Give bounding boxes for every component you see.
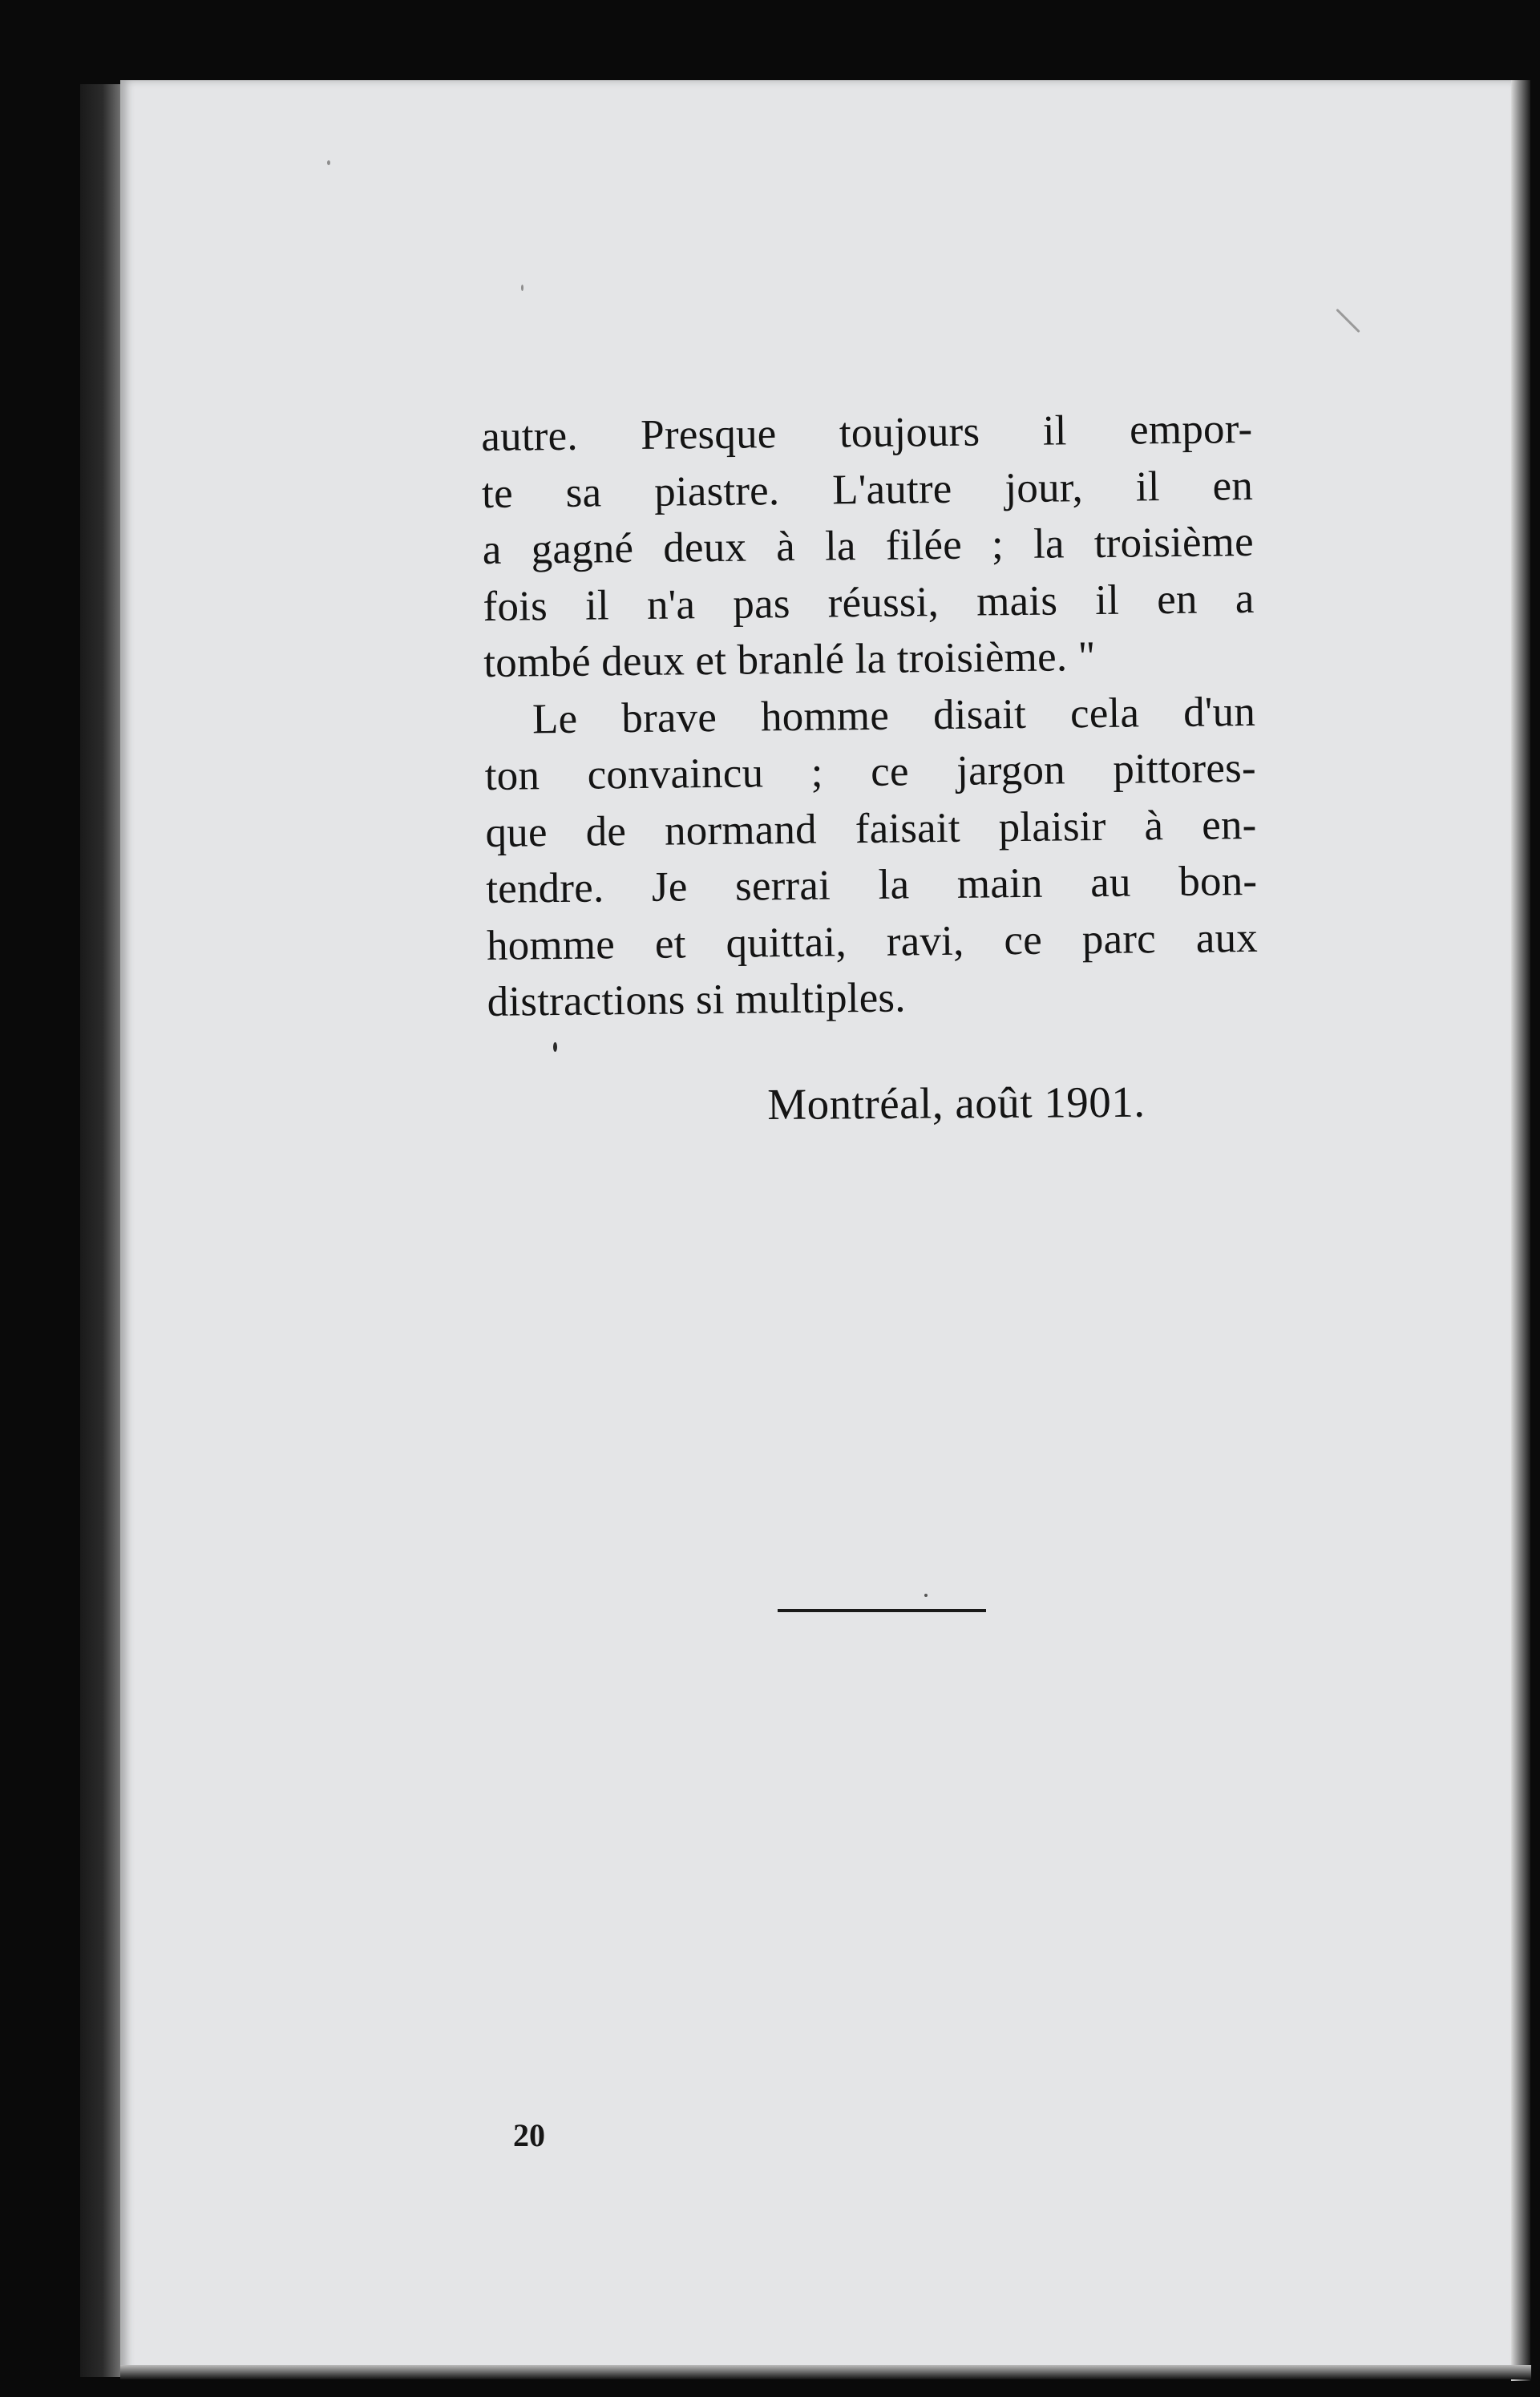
text-line: te sa piastre. L'autre jour, il en bbox=[481, 462, 1254, 517]
page-stack-edge bbox=[1511, 80, 1530, 2381]
page-number: 20 bbox=[513, 2117, 545, 2153]
text-line: ton convaincu ; ce jargon pittores- bbox=[484, 744, 1257, 799]
page-bottom-edge bbox=[120, 2365, 1531, 2379]
text-line: que de normand faisait plaisir à en- bbox=[485, 801, 1257, 856]
section-end-rule bbox=[778, 1609, 986, 1612]
scan-speck bbox=[553, 1042, 557, 1052]
text-line: tendre. Je serrai la main au bon- bbox=[485, 857, 1258, 912]
text-line: a gagné deux à la filée ; la troisième bbox=[482, 518, 1255, 573]
text-line: autre. Presque toujours il empor- bbox=[481, 405, 1253, 460]
scan-speck bbox=[521, 285, 523, 291]
text-line: tombé deux et branlé la troisième. " bbox=[483, 633, 1096, 686]
body-text bbox=[481, 401, 1259, 1031]
text-line: distractions si multiples. bbox=[487, 974, 906, 1025]
text-line: fois il n'a pas réussi, mais il en a bbox=[483, 575, 1255, 630]
place-date-signoff: Montréal, août 1901. bbox=[767, 1077, 1146, 1129]
text-line: Le brave homme disait cela d'un bbox=[532, 688, 1256, 742]
scan-speck bbox=[924, 1594, 928, 1597]
scan-speck bbox=[327, 160, 330, 165]
text-line: homme et quittai, ravi, ce parc aux bbox=[486, 914, 1259, 969]
